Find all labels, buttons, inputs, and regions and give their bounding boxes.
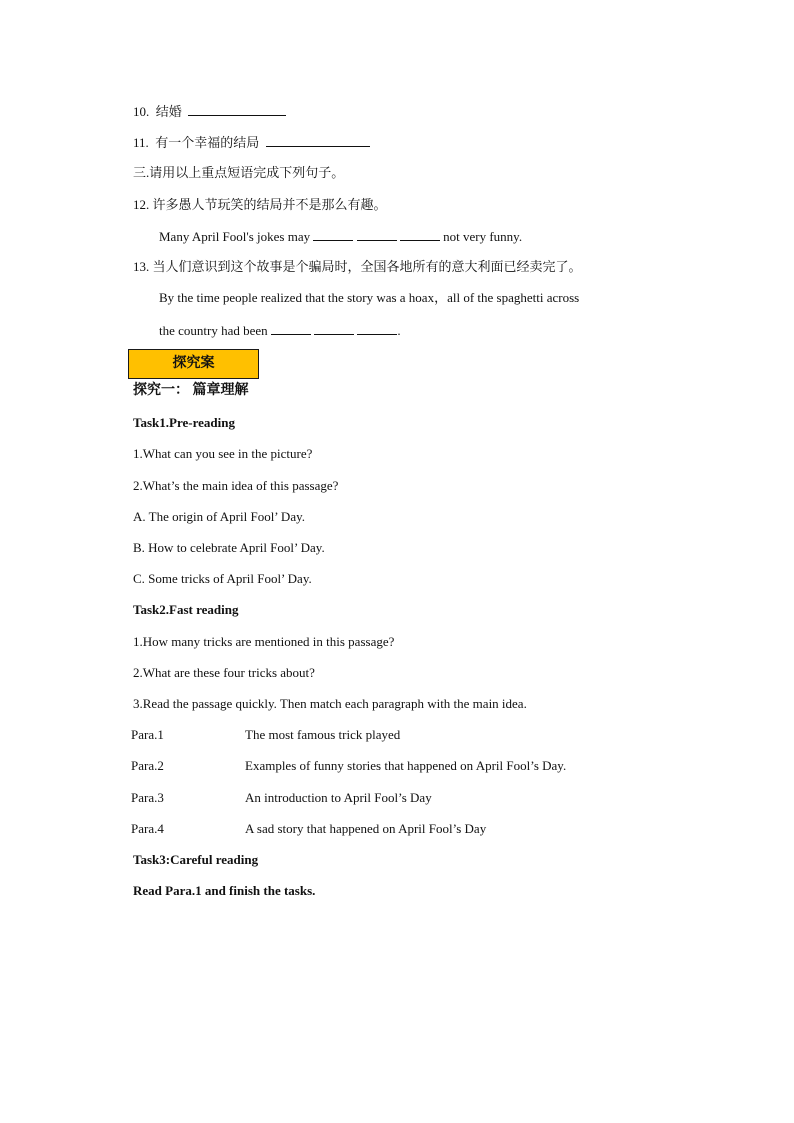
vocab-text: 结婚 xyxy=(155,104,182,119)
inquiry-title: 探究一： 篇章理解 xyxy=(133,383,249,398)
answer-blank[interactable] xyxy=(313,228,353,241)
task3-title: Task3:Careful reading xyxy=(133,852,259,867)
vocab-item-11 xyxy=(133,134,370,151)
answer-blank[interactable] xyxy=(188,103,286,116)
q12-sentence-end: not very funny. xyxy=(443,229,523,244)
q12-prompt: 12. 许多愚人节玩笑的结局并不是那么有趣。 xyxy=(133,197,387,212)
q12-sentence-start: Many April Fool's jokes may xyxy=(159,229,311,244)
para-label: Para.1 xyxy=(131,727,164,742)
answer-blank[interactable] xyxy=(314,322,354,335)
q13-line2 xyxy=(159,322,401,339)
answer-blank[interactable] xyxy=(266,134,370,147)
vocab-text: 有一个幸福的结局 xyxy=(155,135,260,150)
answer-blank[interactable] xyxy=(400,228,440,241)
task2-question-3: 3.Read the passage quickly. Then match each paragraph with the main idea. xyxy=(133,696,527,711)
task1-question-1: 1.What can you see in the picture? xyxy=(133,446,313,461)
q13-line2-start: the country had been xyxy=(159,323,268,338)
vocab-number: 11. xyxy=(133,135,149,150)
q13-line2-end: . xyxy=(397,323,401,338)
para-label: Para.3 xyxy=(131,790,164,805)
q13-line1: By the time people realized that the story was a hoax，all of the spaghetti across xyxy=(159,290,580,305)
task2-title: Task2.Fast reading xyxy=(133,602,239,617)
task1-title: Task1.Pre-reading xyxy=(133,415,235,430)
option-b: B. How to celebrate April Fool’ Day. xyxy=(133,540,325,555)
task1-question-2: 2.What’s the main idea of this passage? xyxy=(133,478,339,493)
option-a: A. The origin of April Fool’ Day. xyxy=(133,509,305,524)
answer-blank[interactable] xyxy=(357,322,397,335)
para-label: Para.4 xyxy=(131,821,164,836)
para-label: Para.2 xyxy=(131,758,164,773)
para-idea: Examples of funny stories that happened on April Fool’s Day. xyxy=(245,758,567,773)
para-idea: The most famous trick played xyxy=(245,727,401,742)
answer-blank[interactable] xyxy=(271,322,311,335)
q12-sentence xyxy=(159,228,522,245)
answer-blank[interactable] xyxy=(357,228,397,241)
inquiry-section-box: 探究案 xyxy=(128,349,259,379)
option-c: C. Some tricks of April Fool’ Day. xyxy=(133,571,312,586)
task3-instruction: Read Para.1 and finish the tasks. xyxy=(133,883,316,898)
task2-question-1: 1.How many tricks are mentioned in this passage? xyxy=(133,634,395,649)
vocab-item-10 xyxy=(133,103,286,120)
task2-question-2: 2.What are these four tricks about? xyxy=(133,665,315,680)
q13-prompt: 13. 当人们意识到这个故事是个骗局时，全国各地所有的意大利面已经卖完了。 xyxy=(133,259,582,274)
section3-heading: 三.请用以上重点短语完成下列句子。 xyxy=(133,165,345,180)
para-idea: A sad story that happened on April Fool’s Day xyxy=(245,821,487,836)
vocab-number: 10. xyxy=(133,104,150,119)
para-idea: An introduction to April Fool’s Day xyxy=(245,790,432,805)
